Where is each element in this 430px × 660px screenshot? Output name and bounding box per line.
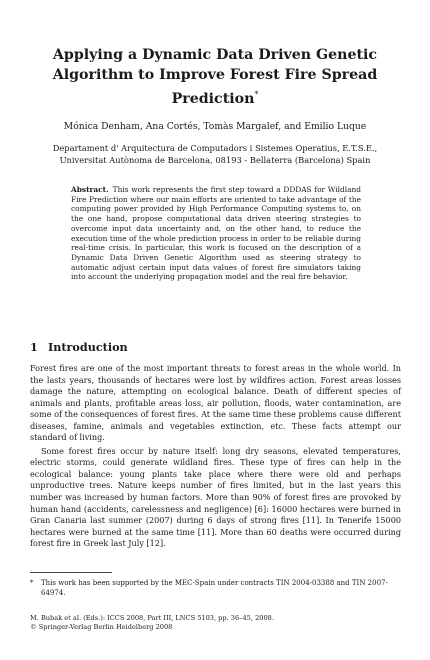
paragraph: Forest fires are one of the most important threats to forest areas in the whole world. In the lasts years, thousands of hectares were lost by wildfires action. Forest areas losses damage the nature, attempting on ecological balance. Death of different species of animals and plants, profitable areas loss, air pollution, floods, water contamination, are some of the consequences of forest fires. At the same time these problems cause different diseases, famine, animals and vegetables extinction, etc. These facts attempt our standard of living. [30,363,401,443]
paper-title [30,45,400,109]
paragraph: Some forest fires occur by nature itself: long dry seasons, elevated temperatures, electric storms, could generate wildland fires. These type of fires can help in the ecological balance: young plants take place where there were old and perhaps unproductive trees. Nature keeps number of fires limited, but in the last years this number was increased by human factors. More than 90% of forest fires are provoked by human hand (accidents, carelessness and negligence) [6]: 16000 hectares were burned in Gran Canaria last summer (2007) during 6 days of strong fires [11]. In Tenerife 15000 hectares were burned at the same time [11]. More than 60 deaths were occurred during forest fire in Greek last July [12]. [30,445,401,549]
abstract [71,185,361,282]
section-body [30,363,401,552]
affiliation-line-1: Departament d' Arquitectura de Computadors i Sistemes Operatius, E.T.S.E., [52,143,378,153]
affiliation [20,142,410,166]
publisher-info [30,614,410,632]
section-number: 1 [30,340,38,354]
title-footnote-mark: * [254,90,259,99]
paper-title-text: Applying a Dynamic Data Driven Genetic Algorithm to Improve Forest Fire Spread Prediction [52,47,378,107]
footnote [30,578,412,598]
section-title: Introduction [48,340,128,354]
footnote-mark: * [30,579,34,587]
author-list: Mónica Denham, Ana Cortés, Tomàs Margalef, and Emilio Luque [63,121,367,132]
affiliation-line-2: Universitat Autònoma de Barcelona, 08193 - Bellaterra (Barcelona) Spain [59,155,371,165]
footnote-rule [30,572,112,573]
publisher-line-1: M. Bubak et al. (Eds.): ICCS 2008, Part III, LNCS 5103, pp. 36–45, 2008. [30,614,274,622]
footnote-text: This work has been supported by the MEC-Spain under contracts TIN 2004-03388 and TIN 2007-64974. [41,579,388,597]
abstract-text: This work represents the first step toward a DDDAS for Wildland Fire Prediction where our main efforts are oriented to take advantage of the computing power provided by High Performance Computing systems to, on the one hand, propose computational data driven steering strategies to overcome input data uncertainty and, on the other hand, to reduce the execution time of the whole prediction process in order to be reliable during real-time crisis. In particular, this work is focused on the description of a Dynamic Data Driven Genetic Algorithm used as steering strategy to automatic adjust certain input data values of forest fire simulators taking into account the underlying propagation model and the real fire behavior. [71,185,361,282]
abstract-label: Abstract. [71,185,109,194]
section-heading [30,340,128,354]
publisher-line-2: © Springer-Verlag Berlin Heidelberg 2008 [30,623,173,632]
